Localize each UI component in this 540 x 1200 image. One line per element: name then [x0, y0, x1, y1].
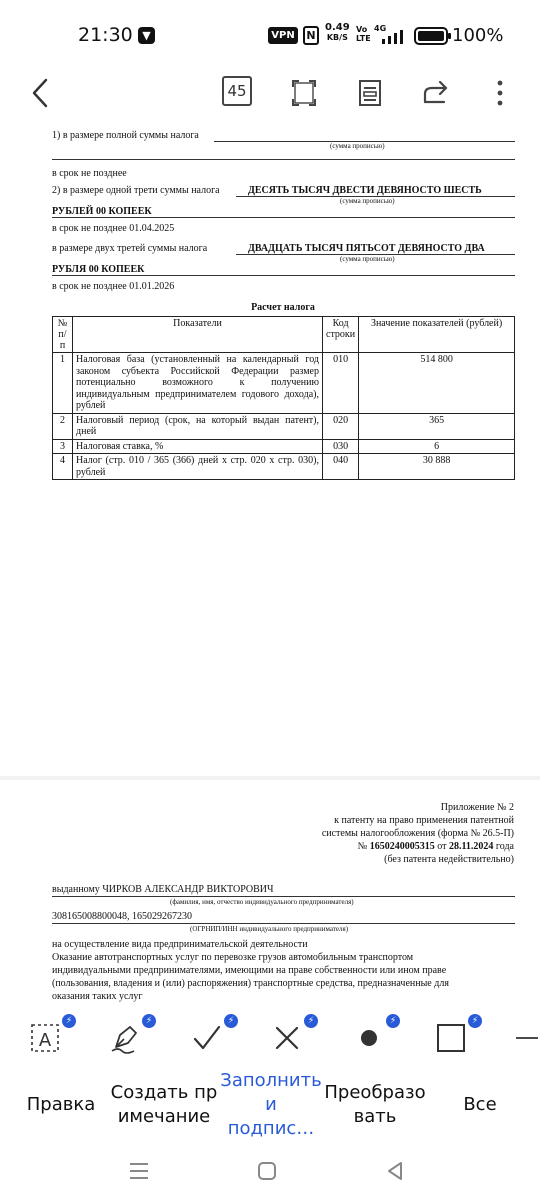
rectangle-icon [434, 1021, 468, 1055]
top-toolbar [0, 66, 540, 120]
svg-text:A: A [38, 1030, 52, 1051]
two-thirds-sum-amount: ДВАДЦАТЬ ТЫСЯЧ ПЯТЬСОТ ДЕВЯНОСТО ДВА [248, 243, 485, 254]
two-thirds-sum-amount-cont: РУБЛЯ 00 КОПЕЕК [52, 264, 145, 275]
table-header-row [53, 317, 515, 353]
recent-apps-button[interactable] [124, 1156, 154, 1186]
premium-badge-icon: ⚡ [224, 1014, 238, 1028]
tax-calculation-table [52, 316, 515, 480]
share-button[interactable] [414, 66, 458, 120]
back-button[interactable] [18, 66, 62, 120]
dot-tool[interactable] [344, 1010, 397, 1066]
annotation-toolbar [0, 1006, 540, 1070]
system-navigation-bar [0, 1142, 540, 1200]
ogrnip-inn: 308165008800048, 165029267230 [52, 911, 192, 922]
third-sum-amount: ДЕСЯТЬ ТЫСЯЧ ДВЕСТИ ДЕВЯНОСТО ШЕСТЬ [248, 185, 482, 196]
two-thirds-sum-label: в размере двух третей суммы налога [52, 243, 208, 254]
pen-icon [108, 1021, 142, 1055]
checkmark-icon [190, 1021, 224, 1055]
patent-date: 28.11.2024 [448, 841, 494, 852]
deadline-3: в срок не позднее 01.01.2026 [52, 281, 175, 292]
line-tool[interactable] [506, 1010, 540, 1066]
dot-icon [352, 1021, 386, 1055]
bottom-action-bar [0, 1072, 540, 1138]
cross-tool[interactable] [262, 1010, 315, 1066]
activity-intro: на осуществление вида предпринимательской деятельности [52, 939, 308, 950]
edit-button[interactable]: Правка [26, 1094, 96, 1115]
sum-hint: (сумма прописью) [330, 142, 385, 150]
volte-icon: Vo LTE [356, 25, 371, 43]
premium-badge-icon: ⚡ [386, 1014, 400, 1028]
more-vertical-icon [497, 79, 503, 107]
premium-badge-icon: ⚡ [468, 1014, 482, 1028]
table-row: 3 Налоговая ставка, % 030 6 [53, 439, 515, 454]
premium-badge-icon: ⚡ [62, 1014, 76, 1028]
rectangle-tool[interactable] [426, 1010, 479, 1066]
page-number-box[interactable]: 45 [222, 76, 252, 106]
third-sum-amount-cont: РУБЛЕЙ 00 КОПЕЕК [52, 206, 152, 217]
entrepreneur-name: ЧИРКОВ АЛЕКСАНДР ВИКТОРОВИЧ [102, 884, 274, 895]
create-note-button[interactable]: Создать пр имечание [110, 1082, 218, 1127]
col-indicator: Показатели [73, 317, 323, 353]
fio-hint: (фамилия, имя, отчество индивидуального предпринимателя) [170, 898, 354, 906]
calc-title: Расчет налога [251, 302, 315, 313]
text-box-icon [28, 1021, 62, 1055]
checkmark-tool[interactable] [182, 1010, 235, 1066]
fullscreen-button[interactable] [282, 66, 326, 120]
menu-icon [128, 1162, 150, 1180]
vpn-icon: VPN [268, 27, 298, 44]
all-tools-button[interactable]: Все [463, 1094, 497, 1115]
fill-and-sign-button[interactable]: Заполнить и подпис… [220, 1070, 322, 1139]
issued-line: выданному ЧИРКОВ АЛЕКСАНДР ВИКТОРОВИЧ [52, 884, 274, 895]
fullscreen-icon [291, 79, 317, 107]
ogrnip-hint: (ОГРНИП/ИНН индивидуального предпринимателя) [190, 925, 349, 933]
convert-button[interactable]: Преобразо вать [324, 1082, 426, 1127]
activity-text: индивидуальными предпринимателями, имеющими на праве собственности или ином праве [52, 965, 447, 976]
document-page-2[interactable] [0, 780, 540, 1004]
back-nav-button[interactable] [380, 1156, 410, 1186]
back-arrow-icon [30, 77, 50, 109]
sum-hint: (сумма прописью) [340, 255, 395, 263]
patent-note: (без патента недействительно) [384, 854, 514, 865]
pen-tool[interactable] [100, 1010, 153, 1066]
home-button[interactable] [252, 1156, 282, 1186]
document-page[interactable] [0, 126, 540, 776]
col-value: Значение показателей (рублей) [359, 317, 515, 353]
sum-hint: (сумма прописью) [340, 197, 395, 205]
cross-icon [270, 1021, 304, 1055]
deadline-2: в срок не позднее 01.04.2025 [52, 223, 175, 234]
table-row: 4 Налог (стр. 010 / 365 (366) дней х стр. 020 х стр. 030), рублей 040 30 888 [53, 454, 515, 480]
signal-icon [380, 30, 404, 44]
patent-number: 1650240005315 [369, 841, 435, 852]
battery-icon [414, 27, 448, 45]
col-code: Код строки [323, 317, 359, 353]
full-sum-label: 1) в размере полной суммы налога [52, 130, 199, 141]
premium-badge-icon: ⚡ [142, 1014, 156, 1028]
third-sum-label: 2) в размере одной трети суммы налога [52, 185, 220, 196]
appendix-title: Приложение № 2 [440, 802, 514, 813]
clock: 21:30 [78, 24, 133, 46]
battery-percent: 100% [452, 25, 504, 46]
status-bar [0, 0, 540, 66]
activity-text: Оказание автотранспортных услуг по перевозке грузов автомобильным транспортом [52, 952, 414, 963]
activity-text: оказания таких услуг [52, 991, 143, 1002]
appendix-form: системы налогообложения (форма № 26.5-П) [321, 828, 514, 839]
premium-badge-icon: ⚡ [304, 1014, 318, 1028]
home-icon [257, 1161, 277, 1181]
text-box-tool[interactable] [20, 1010, 73, 1066]
more-button[interactable] [480, 66, 520, 120]
col-number: № п/п [53, 317, 73, 353]
reading-mode-button[interactable] [348, 66, 392, 120]
reading-mode-icon [358, 79, 382, 107]
network-type: 4G [374, 24, 387, 33]
appendix-subtitle: к патенту на право применения патентной [334, 815, 514, 826]
notification-icon: ▼ [138, 27, 155, 44]
nfc-icon: N [303, 26, 319, 45]
deadline-label: в срок не позднее [52, 168, 127, 179]
line-icon [508, 1021, 538, 1055]
table-row: 1 Налоговая база (установленный на календарный год законом субъекта Российской Федерации размер потенциально возможного к получению индивидуальным предпринимателем годового дохода), рублей 010 514 800 [53, 353, 515, 414]
network-speed: 0.49 KB/S [325, 22, 350, 42]
back-triangle-icon [385, 1161, 405, 1181]
patent-number-line: № 1650240005315 от 28.11.2024 года [357, 841, 514, 852]
share-icon [422, 80, 450, 106]
activity-text: (пользования, владения и (или) распоряжения) транспортные средства, предназначенные для [52, 978, 449, 989]
table-row: 2 Налоговый период (срок, на который выдан патент), дней 020 365 [53, 413, 515, 439]
